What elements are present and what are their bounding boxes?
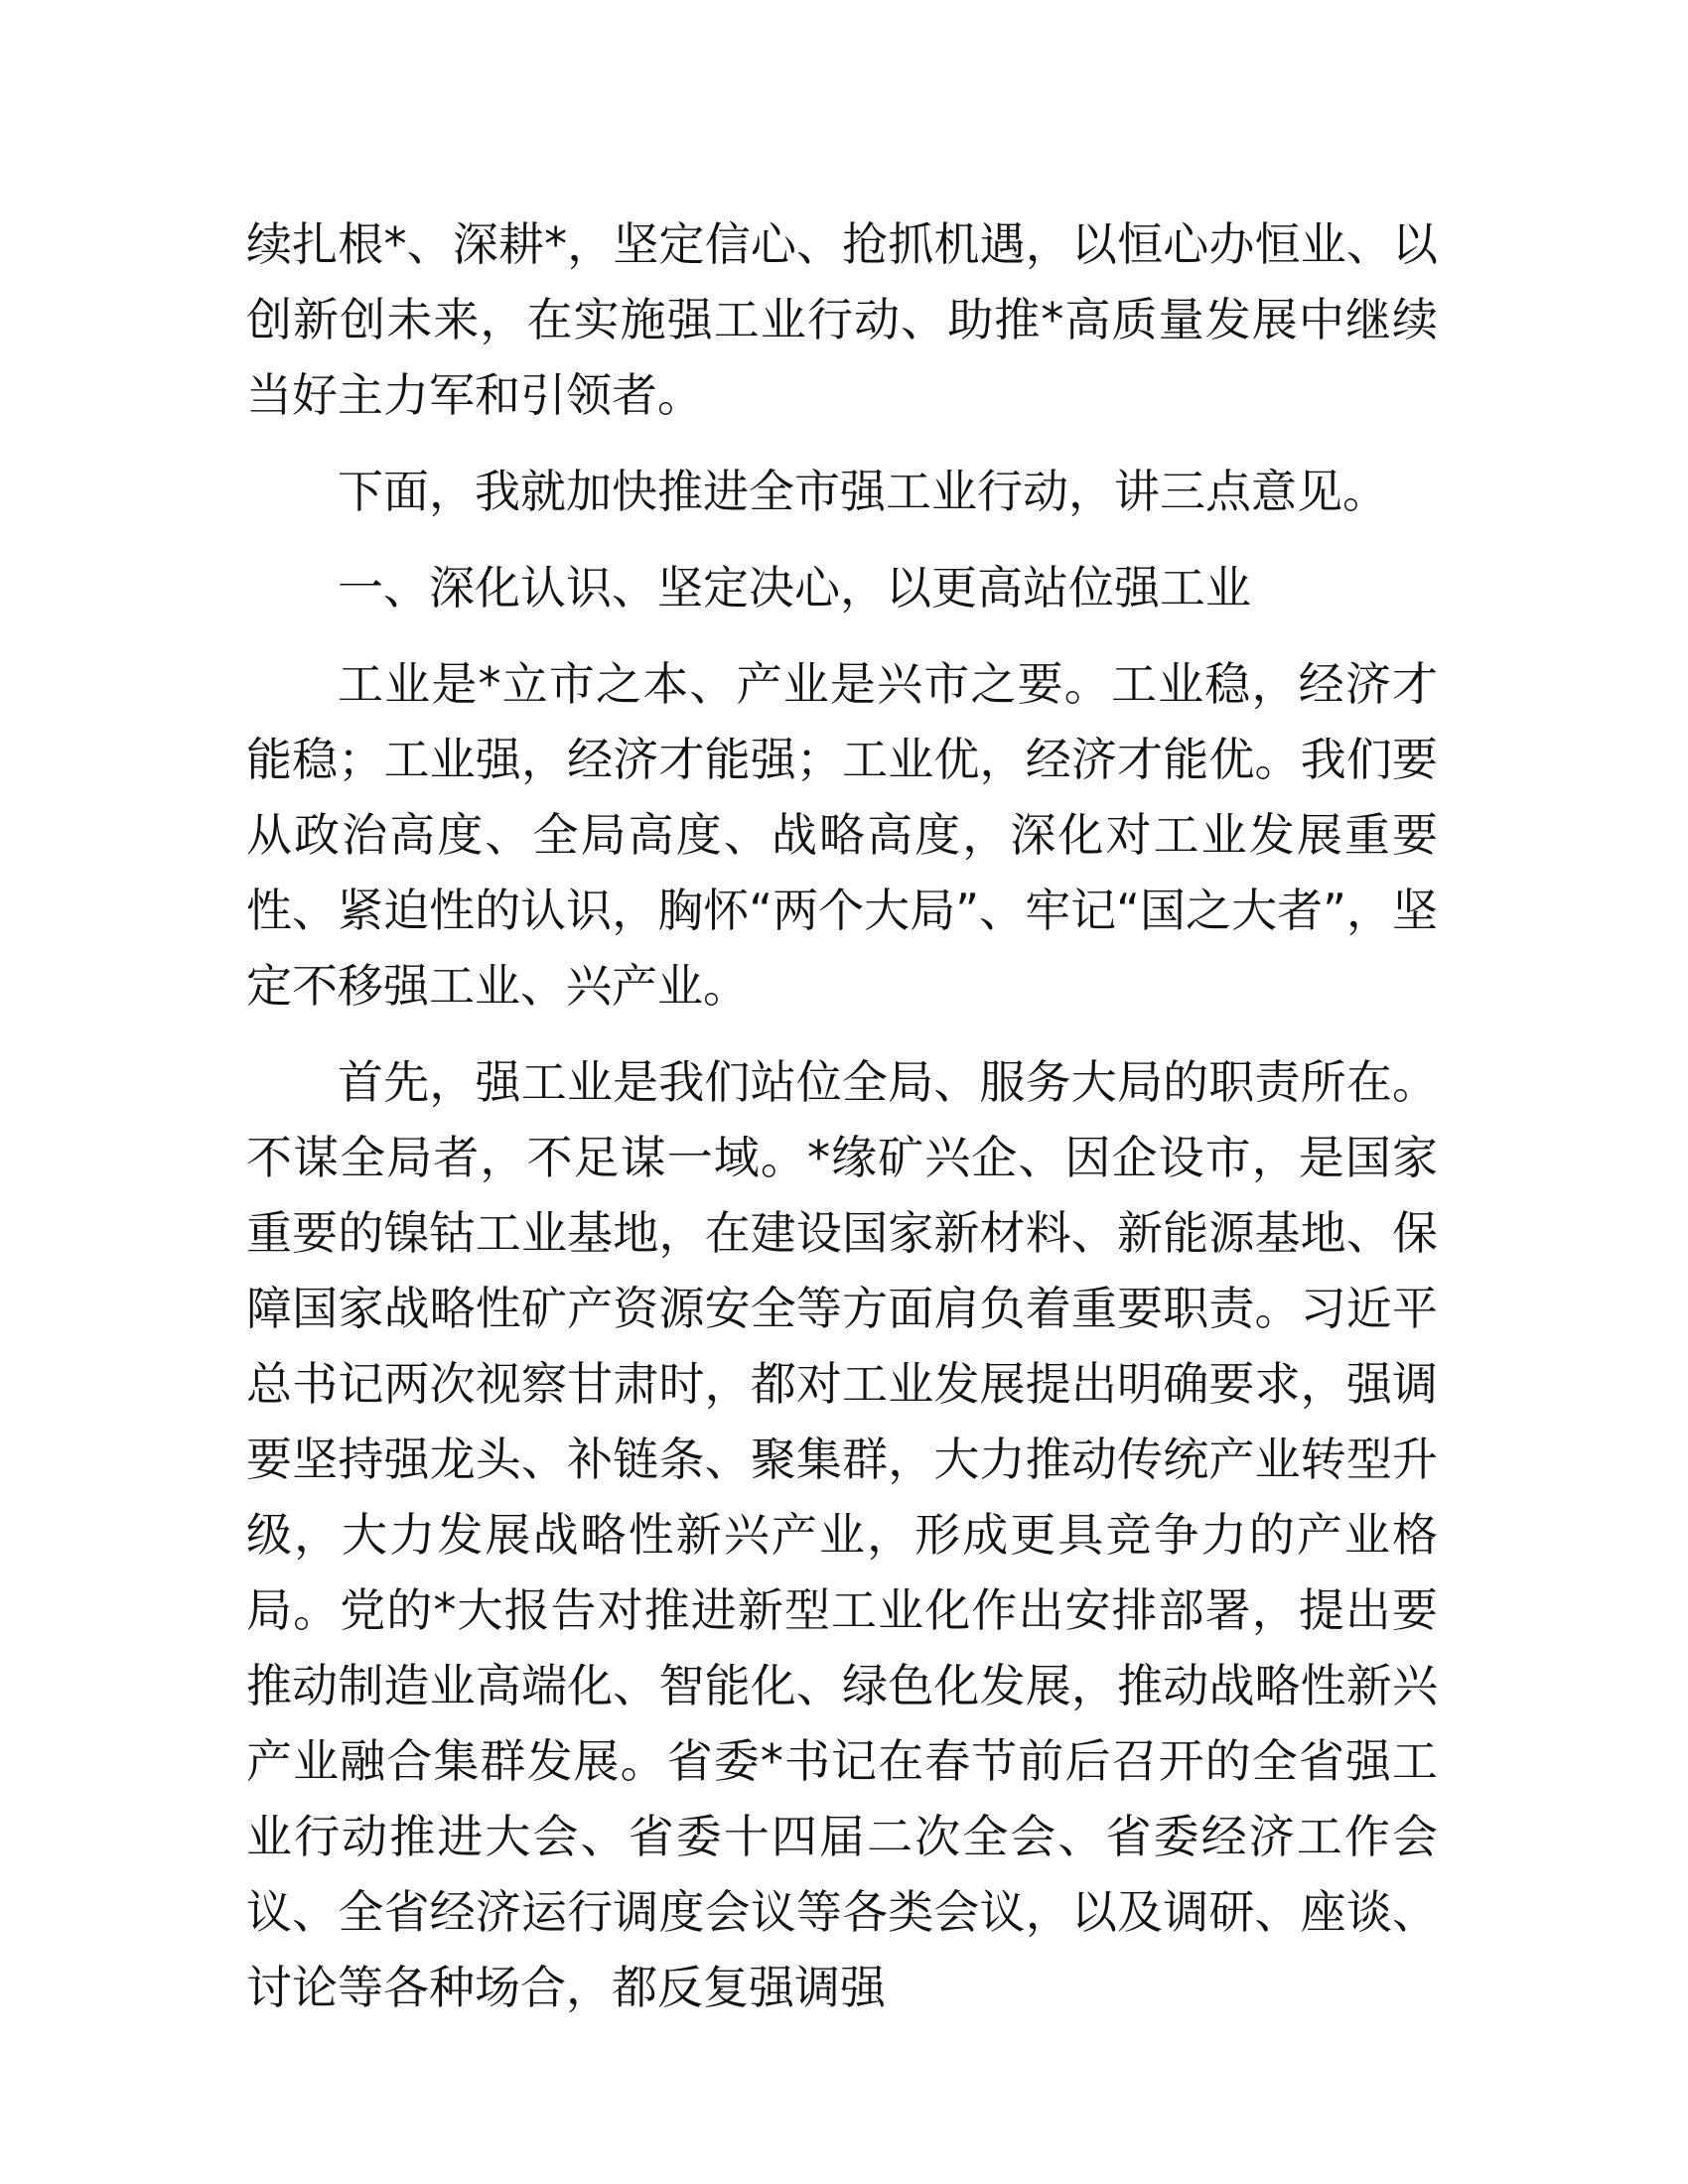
paragraph-1: 续扎根*、深耕*，坚定信心、抢抓机遇，以恒心办恒业、以创新创未来，在实施强工业行动、助推*高质量发展中继续当好主力军和引领者。 xyxy=(246,217,1438,422)
paragraph-2: 下面，我就加快推进全市强工业行动，讲三点意见。 xyxy=(338,465,1388,518)
paragraph-4: 首先，强工业是我们站位全局、服务大局的职责所在。不谋全局者，不足谋一域。*缘矿兴企、因企设市，是国家重要的镍钴工业基地，在建设国家新材料、新能源基地、保障国家战略性矿产资源安全等方面肩负着重要职责。习近平总书记两次视察甘肃时，都对工业发展提出明确要求，强调要坚持强龙头、补链条、聚集群，大力推动传统产业转型升级，大力发展战略性新兴产业，形成更具竞争力的产业格局。党的*大报告对推进新型工业化作出安排部署，提出要推动制造业高端化、智能化、绿色化发展，推动战略性新兴产业融合集群发展。省委*书记在春节前后召开的全省强工业行动推进大会、省委十四届二次全会、省委经济工作会议、全省经济运行调度会议等各类会议，以及调研、座谈、讨论等各种场合，都反复强调强 xyxy=(246,1055,1438,2014)
paragraph-3: 工业是*立市之本、产业是兴市之要。工业稳，经济才能稳；工业强，经济才能强；工业优，经济才能优。我们要从政治高度、全局高度、战略高度，深化对工业发展重要性、紧迫性的认识，胸怀“两个大局”、牢记“国之大者”，坚定不移强工业、兴产业。 xyxy=(246,657,1438,1013)
document-body xyxy=(246,206,1438,2046)
section-heading: 一、深化认识、坚定决心，以更高站位强工业 xyxy=(338,561,1251,614)
